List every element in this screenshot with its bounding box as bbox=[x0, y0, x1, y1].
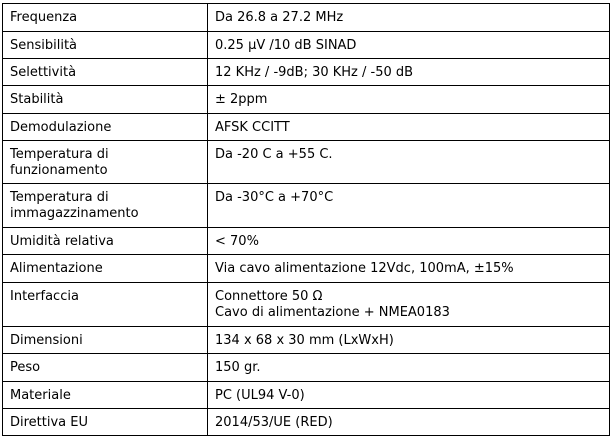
table-row bbox=[3, 354, 610, 382]
spec-value: PC (UL94 V-0) bbox=[208, 382, 610, 409]
table-row bbox=[3, 382, 610, 409]
spec-label: Dimensioni bbox=[3, 327, 208, 354]
spec-label: Peso bbox=[3, 354, 208, 382]
spec-label: Stabilità bbox=[3, 86, 208, 114]
spec-value: Da -30°C a +70°C bbox=[208, 184, 610, 228]
table-row bbox=[3, 228, 610, 255]
spec-value: 2014/53/UE (RED) bbox=[208, 409, 610, 436]
table-row bbox=[3, 141, 610, 184]
spec-table bbox=[2, 3, 610, 436]
spec-label: Materiale bbox=[3, 382, 208, 409]
spec-label: Sensibilità bbox=[3, 32, 208, 59]
table-row bbox=[3, 86, 610, 114]
spec-value: ± 2ppm bbox=[208, 86, 610, 114]
spec-label: Frequenza bbox=[3, 4, 208, 32]
spec-value: Connettore 50 Ω Cavo di alimentazione + NMEA0183 bbox=[208, 283, 610, 327]
spec-value: AFSK CCITT bbox=[208, 114, 610, 141]
table-row bbox=[3, 114, 610, 141]
spec-label: Selettività bbox=[3, 59, 208, 86]
spec-value: Da -20 C a +55 C. bbox=[208, 141, 610, 184]
spec-label: Umidità relativa bbox=[3, 228, 208, 255]
spec-label: Temperatura di funzionamento bbox=[3, 141, 208, 184]
spec-value: 0.25 µV /10 dB SINAD bbox=[208, 32, 610, 59]
table-row bbox=[3, 184, 610, 228]
table-row bbox=[3, 409, 610, 436]
spec-value: 134 x 68 x 30 mm (LxWxH) bbox=[208, 327, 610, 354]
table-row bbox=[3, 255, 610, 283]
spec-label: Demodulazione bbox=[3, 114, 208, 141]
table-row bbox=[3, 4, 610, 32]
spec-value: < 70% bbox=[208, 228, 610, 255]
spec-label: Temperatura di immagazzinamento bbox=[3, 184, 208, 228]
table-row bbox=[3, 327, 610, 354]
spec-label: Interfaccia bbox=[3, 283, 208, 327]
table-row bbox=[3, 32, 610, 59]
spec-value: Da 26.8 a 27.2 MHz bbox=[208, 4, 610, 32]
spec-value: Via cavo alimentazione 12Vdc, 100mA, ±15% bbox=[208, 255, 610, 283]
spec-label: Direttiva EU bbox=[3, 409, 208, 436]
spec-label: Alimentazione bbox=[3, 255, 208, 283]
spec-value: 12 KHz / -9dB; 30 KHz / -50 dB bbox=[208, 59, 610, 86]
table-row bbox=[3, 59, 610, 86]
table-row bbox=[3, 283, 610, 327]
spec-value: 150 gr. bbox=[208, 354, 610, 382]
